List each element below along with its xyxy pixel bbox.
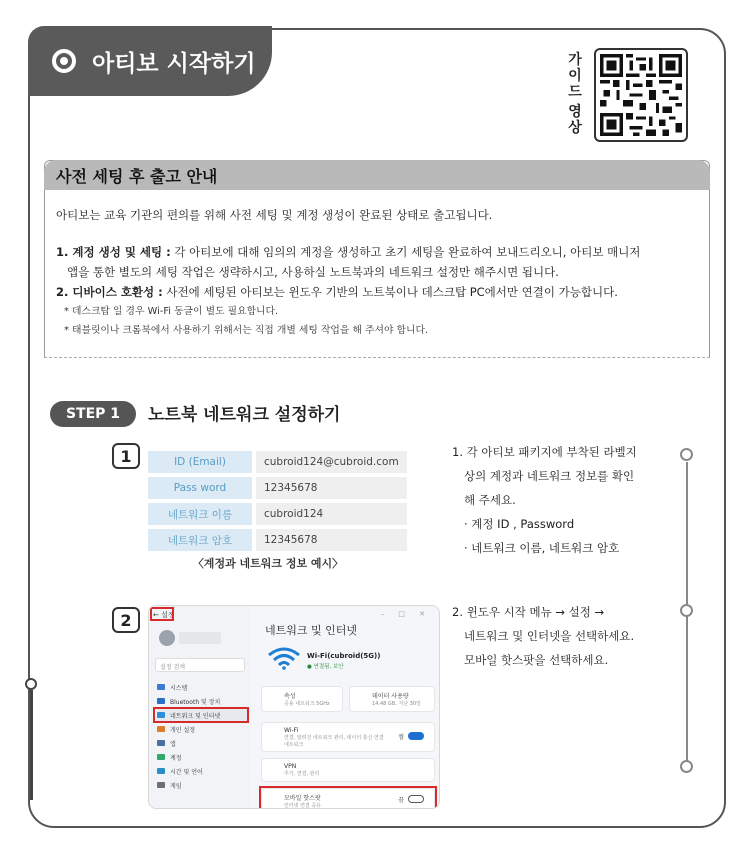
page-title-tab (28, 26, 272, 96)
mobile-hotspot-card[interactable]: 모바일 핫스팟 인터넷 연결 공유 끔 (261, 788, 435, 809)
vpn-card[interactable]: VPN 추가, 연결, 관리 (261, 758, 435, 782)
wifi-status: ● 연결됨, 보안 (307, 664, 344, 670)
nav-item-time[interactable]: 시간 및 언어 (157, 764, 247, 778)
wifi-icon (267, 646, 301, 670)
windows-settings-screenshot (148, 605, 440, 809)
table-row (148, 529, 407, 551)
qr-code-icon[interactable] (594, 48, 688, 142)
note-tablet: * 태블릿이나 크롬북에서 사용하기 위해서는 직접 개별 세팅 작업을 해 주셔야 합니다. (64, 325, 429, 336)
step2-description: 2. 윈도우 시작 메뉴 → 설정 → 네트워크 및 인터넷을 선택하세요. 모바일 핫스팟을 선택하세요. (452, 605, 635, 667)
window-controls[interactable]: – □ ✕ (380, 610, 431, 618)
nav-item-network[interactable]: 네트워크 및 인터넷 (157, 708, 247, 722)
cred-key: 네트워크 이름 (148, 503, 252, 525)
settings-content (257, 606, 439, 808)
settings-sidebar (149, 606, 251, 808)
pre-setting-intro: 아티보는 교육 기관의 편의를 위해 사전 세팅 및 계정 생성이 완료된 상태로 출고됩니다. (56, 208, 493, 222)
credentials-table (148, 447, 407, 555)
pre-setting-header (44, 160, 710, 190)
wifi-card[interactable]: Wi-Fi 연결, 알려진 네트워크 관리, 데이터 통신 연결 네트워크 켬 (261, 722, 435, 752)
cred-value: 12345678 (252, 477, 407, 499)
nav-item-accounts[interactable]: 계정 (157, 750, 247, 764)
hotspot-toggle-label: 끔 (398, 797, 404, 804)
step-number-1: 1 (112, 443, 140, 469)
settings-nav (157, 680, 247, 792)
avatar (159, 630, 175, 646)
note-desktop: * 데스크탑 일 경우 Wi-Fi 동글이 별도 필요합니다. (64, 306, 279, 317)
avatar-name-bar (179, 632, 221, 644)
settings-page-title: 네트워크 및 인터넷 (265, 624, 358, 637)
timeline-node-icon (680, 760, 693, 773)
highlight-box (150, 607, 174, 621)
highlight-box (153, 707, 249, 723)
left-rail (30, 690, 33, 800)
item-account-setup: 1. 계정 생성 및 세팅 : 각 아티보에 대해 임의의 계정을 생성하고 초기 세팅을 완료하여 보내드리오니, 아티보 매니저 (56, 245, 641, 259)
cred-value: 12345678 (252, 529, 407, 551)
target-icon (52, 49, 76, 73)
nav-item-gaming[interactable]: 게임 (157, 778, 247, 792)
properties-card[interactable]: 속성 공용 네트워크 5GHz (261, 686, 343, 712)
table-row (148, 477, 407, 499)
brush-icon (157, 726, 165, 732)
guide-video-label: 가 이 드 영 상 (568, 52, 582, 136)
step1-description: 1. 각 아티보 패키지에 부착된 라벨지 상의 계정과 네트워크 정보를 확인 해 주세요. · 계정 ID , Password · 네트워크 이름, 네트워크 암호 (452, 445, 637, 555)
step-title: 노트북 네트워크 설정하기 (148, 405, 341, 425)
nav-item-apps[interactable]: 앱 (157, 736, 247, 750)
system-icon (157, 684, 165, 690)
table-row (148, 451, 407, 473)
timeline-node-icon (680, 448, 693, 461)
cred-key: ID (Email) (148, 451, 252, 473)
nav-item-system[interactable]: 시스템 (157, 680, 247, 694)
gamepad-icon (157, 782, 165, 788)
bluetooth-icon (157, 698, 165, 704)
item-account-setup-cont: 앱을 통한 별도의 세팅 작업은 생략하시고, 사용하실 노트북과의 네트워크 설정만 해주시면 됩니다. (67, 265, 559, 279)
left-hook-icon (25, 678, 37, 690)
pre-setting-divider (44, 357, 710, 358)
step-badge: STEP 1 (50, 401, 136, 427)
cred-key: Pass word (148, 477, 252, 499)
cred-value: cubroid124 (252, 503, 407, 525)
table-row (148, 503, 407, 525)
back-settings-label[interactable]: ← 설정 (153, 611, 175, 619)
data-usage-card[interactable]: 데이터 사용량 14.48 GB, 지난 30일 (349, 686, 435, 712)
settings-search-input[interactable]: 설정 검색 (155, 658, 245, 672)
nav-item-bluetooth[interactable]: Bluetooth 및 장치 (157, 694, 247, 708)
timeline-node-icon (680, 604, 693, 617)
highlight-box (259, 786, 437, 809)
wifi-toggle-label: 켬 (398, 734, 404, 741)
pre-setting-body (56, 205, 706, 340)
step-number-2: 2 (112, 607, 140, 633)
cred-value: cubroid124@cubroid.com (252, 451, 407, 473)
pre-setting-heading: 사전 세팅 후 출고 안내 (56, 166, 218, 186)
nav-item-personalize[interactable]: 개인 설정 (157, 722, 247, 736)
apps-icon (157, 740, 165, 746)
item-device-compat: 2. 디바이스 호환성 : 사전에 세팅된 아티보는 윈도우 기반의 노트북이나 데스크탑 PC에서만 연결이 가능합니다. (56, 285, 618, 299)
page-title: 아티보 시작하기 (92, 50, 256, 77)
credentials-caption: 〈계정과 네트워크 정보 예시〉 (192, 557, 344, 570)
cred-key: 네트워크 암호 (148, 529, 252, 551)
account-icon (157, 754, 165, 760)
wifi-network-name: Wi-Fi(cubroid(5G)) (307, 652, 381, 660)
wifi-toggle[interactable] (408, 732, 424, 740)
globe-icon (157, 768, 165, 774)
